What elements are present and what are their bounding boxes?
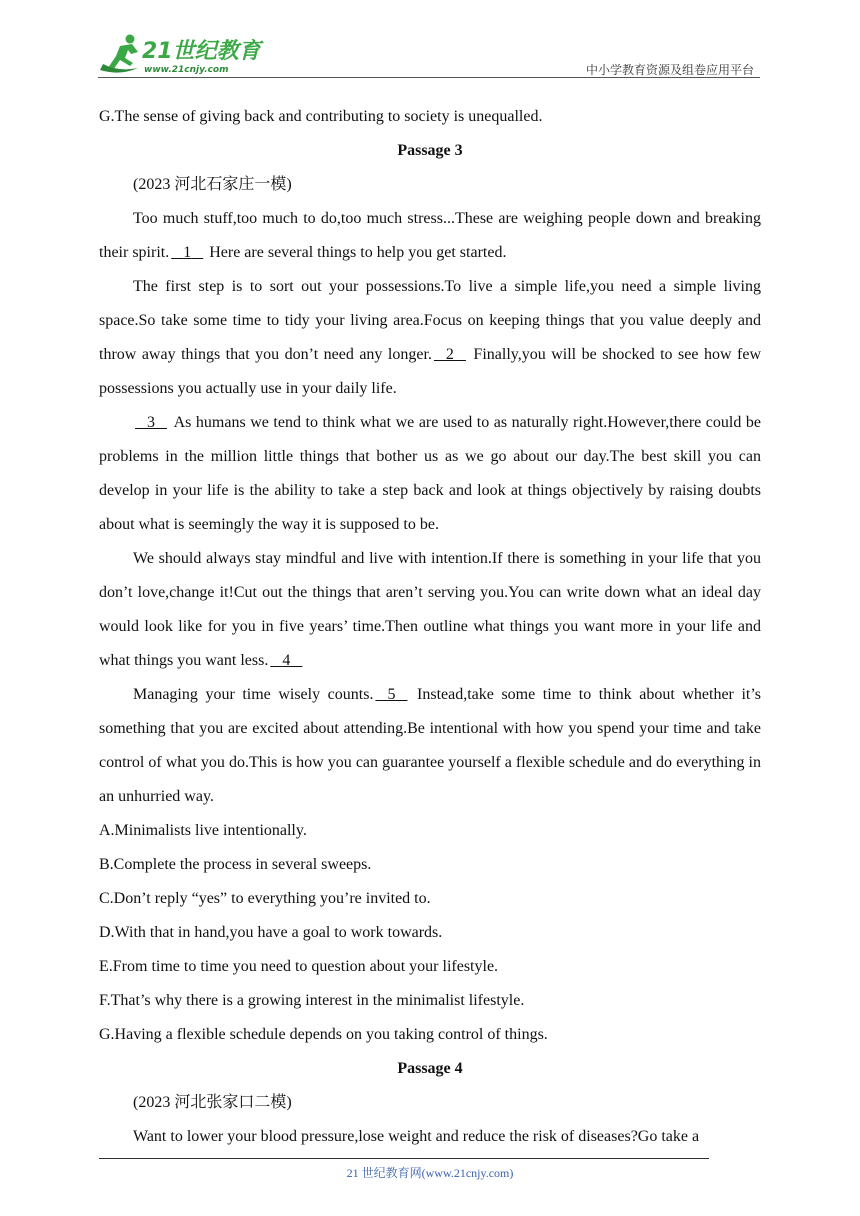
option-b: B.Complete the process in several sweeps. (99, 856, 372, 873)
logo-url: www.21cnjy.com (144, 65, 229, 75)
runner-icon (100, 35, 138, 73)
page-header (98, 32, 760, 78)
logo-text: 21世纪教育 (142, 39, 261, 64)
passage-3-paragraph-5: Managing your time wisely counts. 5 Instead,take some time to think about whether it’s something that you are excited about attending.Be intentional with how you spend your time and take control of what you do.This is how you can guarantee yourself a flexible schedule and do everything in an unhurried way. (99, 678, 761, 814)
footer-rule (99, 1158, 709, 1159)
page-footer: 21 世纪教育网(www.21cnjy.com) (346, 1166, 514, 1180)
passage-3-paragraph-2: The first step is to sort out your possessions.To live a simple life,you need a simple living space.So take some time to tidy your living area.Focus on keeping things that you value deeply and throw away things that you don’t need any longer. 2 Finally,you will be shocked to see how few possessions you actually use in your daily life. (99, 278, 761, 397)
option-e: E.From time to time you need to question about your lifestyle. (99, 958, 499, 975)
option-a: A.Minimalists live intentionally. (99, 822, 307, 839)
passage-4-paragraph-1: Want to lower your blood pressure,lose weight and reduce the risk of diseases?Go take a (133, 1128, 700, 1145)
site-logo (98, 32, 268, 76)
passage-3-paragraph-3: 3 As humans we tend to think what we are used to as naturally right.However,there could be problems in the million little things that bother us as we go about our day.The best skill you can develop in your life is the ability to take a step back and look at things objectively by raising doubts about what is seemingly the way it is supposed to be. (99, 406, 761, 542)
passage-3-source: (2023 河北石家庄一模) (133, 176, 292, 193)
site-tagline: 中小学教育资源及组卷应用平台 (585, 63, 754, 77)
header-rule (98, 77, 760, 78)
blank-5: 5 (387, 686, 396, 703)
option-g: G.Having a flexible schedule depends on you taking control of things. (99, 1026, 548, 1043)
passage-4-source: (2023 河北张家口二模) (133, 1094, 292, 1111)
passage-3-paragraph-4: We should always stay mindful and live with intention.If there is something in your life that you don’t love,change it!Cut out the things that aren’t serving you.You can write down what an ideal day would look like for you in five years’ time.Then outline what things you want more in your life and what things you want less. 4 (99, 542, 761, 678)
passage-4-title: Passage 4 (397, 1060, 463, 1077)
option-f: F.That’s why there is a growing interest in the minimalist lifestyle. (99, 992, 525, 1009)
option-d: D.With that in hand,you have a goal to work towards. (99, 924, 443, 941)
passage-3-title: Passage 3 (397, 142, 463, 159)
previous-option-g: G.The sense of giving back and contributing to society is unequalled. (99, 108, 543, 125)
blank-4: 4 (282, 652, 291, 669)
option-c: C.Don’t reply “yes” to everything you’re invited to. (99, 890, 431, 907)
passage-3-paragraph-1: Too much stuff,too much to do,too much stress...These are weighing people down and breaking their spirit. 1 Here are several things to help you get started. (99, 202, 761, 270)
document-body (99, 100, 761, 1154)
blank-1: 1 (183, 244, 192, 261)
blank-2: 2 (445, 346, 454, 363)
blank-3: 3 (147, 414, 155, 431)
